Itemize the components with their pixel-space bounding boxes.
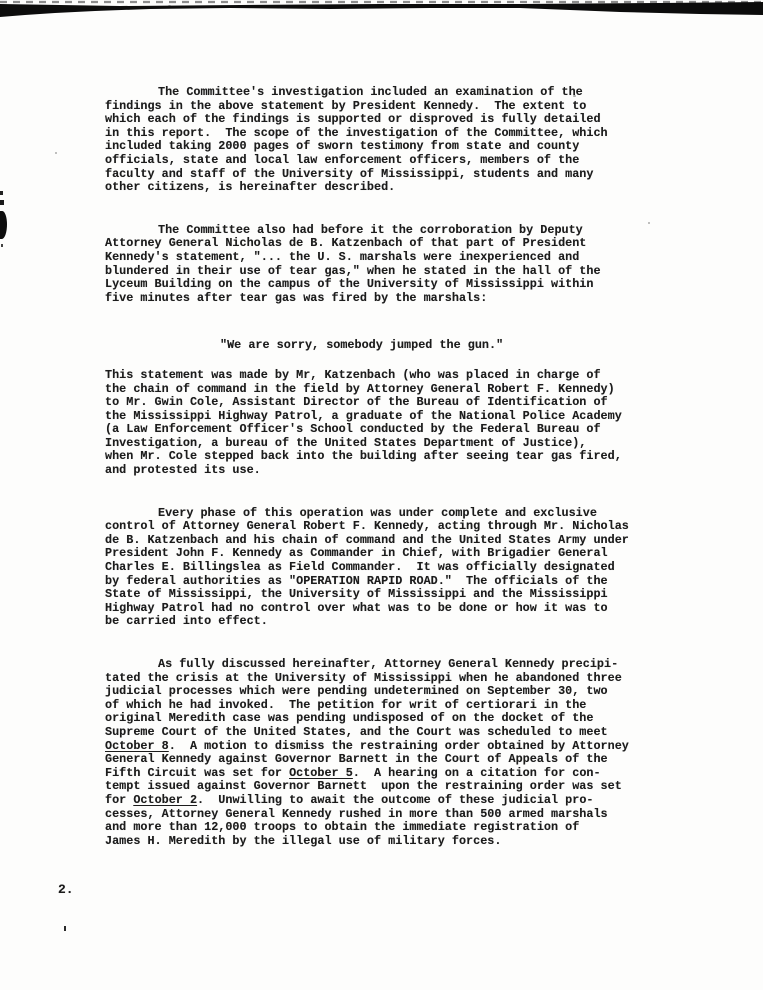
text-segment: Attorney General Nicholas de B. Katzenbach of that part of President	[105, 236, 587, 251]
text-segment: Highway Patrol had no control over what was to be done or how it was to	[105, 600, 608, 615]
text-segment: This statement was made by Mr, Katzenbach (who was placed in charge of	[105, 367, 601, 382]
text-line	[105, 767, 650, 781]
text-segment: Kennedy's statement, "... the U. S. marshals were inexperienced and	[105, 249, 580, 264]
text-line	[105, 113, 650, 127]
text-line	[105, 835, 650, 849]
text-line	[105, 547, 650, 561]
text-line	[105, 534, 650, 548]
text-segment: Supreme Court of the United States, and the Court was scheduled to meet	[105, 724, 608, 739]
text-segment: Every phase of this operation was under complete and exclusive	[158, 505, 597, 520]
text-segment: General Kennedy against Governor Barnett in the Court of Appeals of the	[105, 752, 608, 767]
text-line	[105, 127, 650, 141]
paragraph	[105, 224, 650, 306]
text-line	[105, 672, 650, 686]
document-body	[105, 86, 650, 848]
text-segment: officials, state and local law enforcement officers, members of the	[105, 152, 580, 167]
text-line	[105, 251, 650, 265]
pull-quote	[105, 339, 650, 353]
text-line	[105, 794, 650, 808]
text-segment: . A motion to dismiss the restraining order obtained by Attorney	[168, 738, 629, 753]
text-line	[105, 464, 650, 478]
underlined-date: October 2	[133, 792, 198, 807]
text-line	[105, 726, 650, 740]
text-line	[105, 181, 650, 195]
text-segment: . A hearing on a citation for con-	[352, 765, 601, 780]
text-line	[105, 808, 650, 822]
paragraph	[105, 507, 650, 629]
text-line	[105, 520, 650, 534]
text-line	[105, 699, 650, 713]
text-line	[105, 821, 650, 835]
text-segment: original Meredith case was pending undisposed of on the docket of the	[105, 711, 594, 726]
text-line	[105, 423, 650, 437]
text-segment: control of Attorney General Robert F. Kennedy, acting through Mr. Nicholas	[105, 519, 629, 534]
text-line	[105, 278, 650, 292]
text-segment: James H. Meredith by the illegal use of military forces.	[105, 833, 502, 848]
scan-artifact-bottom-mark	[64, 926, 66, 931]
text-segment: blundered in their use of tear gas," when he stated in the hall of the	[105, 263, 601, 278]
text-line	[105, 383, 650, 397]
text-line	[105, 685, 650, 699]
paragraph	[105, 369, 650, 478]
scan-speck	[168, 5, 171, 7]
text-line	[105, 561, 650, 575]
text-segment: State of Mississippi, the University of Mississippi and the Mississippi	[105, 587, 608, 602]
text-line	[105, 86, 650, 100]
paragraph	[105, 658, 650, 848]
text-segment: other citizens, is hereinafter described.	[105, 180, 396, 195]
text-line	[105, 712, 650, 726]
text-segment: findings in the above statement by President Kennedy. The extent to	[105, 98, 587, 113]
text-segment: in this report. The scope of the investigation of the Committee, which	[105, 125, 608, 140]
text-segment: faculty and staff of the University of Mississippi, students and many	[105, 166, 594, 181]
text-line	[105, 100, 650, 114]
text-line	[105, 780, 650, 794]
text-line	[105, 740, 650, 754]
text-segment: to Mr. Gwin Cole, Assistant Director of the Bureau of Identification of	[105, 395, 608, 410]
text-segment: by federal authorities as "OPERATION RAPID ROAD." The officials of the	[105, 573, 608, 588]
text-line	[105, 602, 650, 616]
text-segment: cesses, Attorney General Kennedy rushed in more than 500 armed marshals	[105, 806, 608, 821]
paragraph	[105, 86, 650, 195]
underlined-date: October 5	[289, 765, 353, 780]
text-line	[105, 237, 650, 251]
text-segment: The Committee also had before it the corroboration by Deputy	[158, 222, 583, 237]
text-segment: tempt issued against Governor Barnett upon the restraining order was set	[105, 779, 622, 794]
text-line	[105, 140, 650, 154]
scan-artifact-left-tick	[0, 200, 4, 205]
text-segment: included taking 2000 pages of sworn testimony from state and county	[105, 139, 580, 154]
underlined-date: October 8	[105, 738, 169, 753]
text-line	[220, 339, 650, 353]
text-segment: President John F. Kennedy as Commander in Chief, with Brigadier General	[105, 546, 608, 561]
text-segment: be carried into effect.	[105, 614, 268, 629]
scan-artifact-left-blob	[0, 211, 7, 239]
text-segment: judicial processes which were pending undetermined on September 30, two	[105, 684, 608, 699]
scan-artifact-left-tick	[0, 191, 3, 195]
text-line	[105, 410, 650, 424]
text-line	[105, 396, 650, 410]
text-line	[105, 224, 650, 238]
text-segment: . Unwilling to await the outcome of these judicial pro-	[197, 792, 594, 807]
text-line	[105, 588, 650, 602]
scan-artifact-top-edge	[0, 0, 763, 20]
text-segment: Charles E. Billingslea as Field Commander. It was officially designated	[105, 560, 615, 575]
text-segment: the Mississippi Highway Patrol, a graduate of the National Police Academy	[105, 408, 622, 423]
text-line	[105, 265, 650, 279]
text-segment: (a Law Enforcement Officer's School conducted by the Federal Bureau of	[105, 422, 601, 437]
text-segment: and more than 12,000 troops to obtain the immediate registration of	[105, 820, 580, 835]
text-line	[105, 437, 650, 451]
text-segment: "We are sorry, somebody jumped the gun."	[220, 338, 504, 353]
text-line	[105, 450, 650, 464]
text-line	[105, 658, 650, 672]
text-line	[105, 507, 650, 521]
text-segment: Fifth Circuit was set for	[105, 765, 290, 780]
text-segment: As fully discussed hereinafter, Attorney General Kennedy precipi-	[158, 657, 619, 671]
text-segment: Lyceum Building on the campus of the University of Mississippi within	[105, 277, 594, 292]
text-line	[105, 154, 650, 168]
text-segment: five minutes after tear gas was fired by the marshals:	[105, 290, 488, 305]
text-segment: tated the crisis at the University of Mississippi when he abandoned three	[105, 670, 622, 685]
text-segment: The Committee's investigation included an examination of the	[158, 85, 583, 99]
text-segment: Investigation, a bureau of the United States Department of Justice),	[105, 435, 587, 450]
scan-artifact-left-tick	[1, 244, 3, 247]
text-segment: for	[105, 792, 134, 807]
page-number: 2.	[58, 882, 74, 897]
text-segment: and protested its use.	[105, 463, 261, 478]
text-segment: of which he had invoked. The petition for writ of certiorari in the	[105, 697, 587, 712]
text-line	[105, 292, 650, 306]
text-line	[105, 575, 650, 589]
text-segment: when Mr. Cole stepped back into the building after seeing tear gas fired,	[105, 449, 622, 464]
text-line	[105, 168, 650, 182]
scan-speck	[55, 152, 57, 154]
text-line	[105, 753, 650, 767]
text-segment: de B. Katzenbach and his chain of command and the United States Army under	[105, 532, 629, 547]
text-line	[105, 369, 650, 383]
text-line	[105, 615, 650, 629]
text-segment: which each of the findings is supported or disproved is fully detailed	[105, 112, 601, 127]
text-segment: the chain of command in the field by Attorney General Robert F. Kennedy)	[105, 381, 615, 396]
